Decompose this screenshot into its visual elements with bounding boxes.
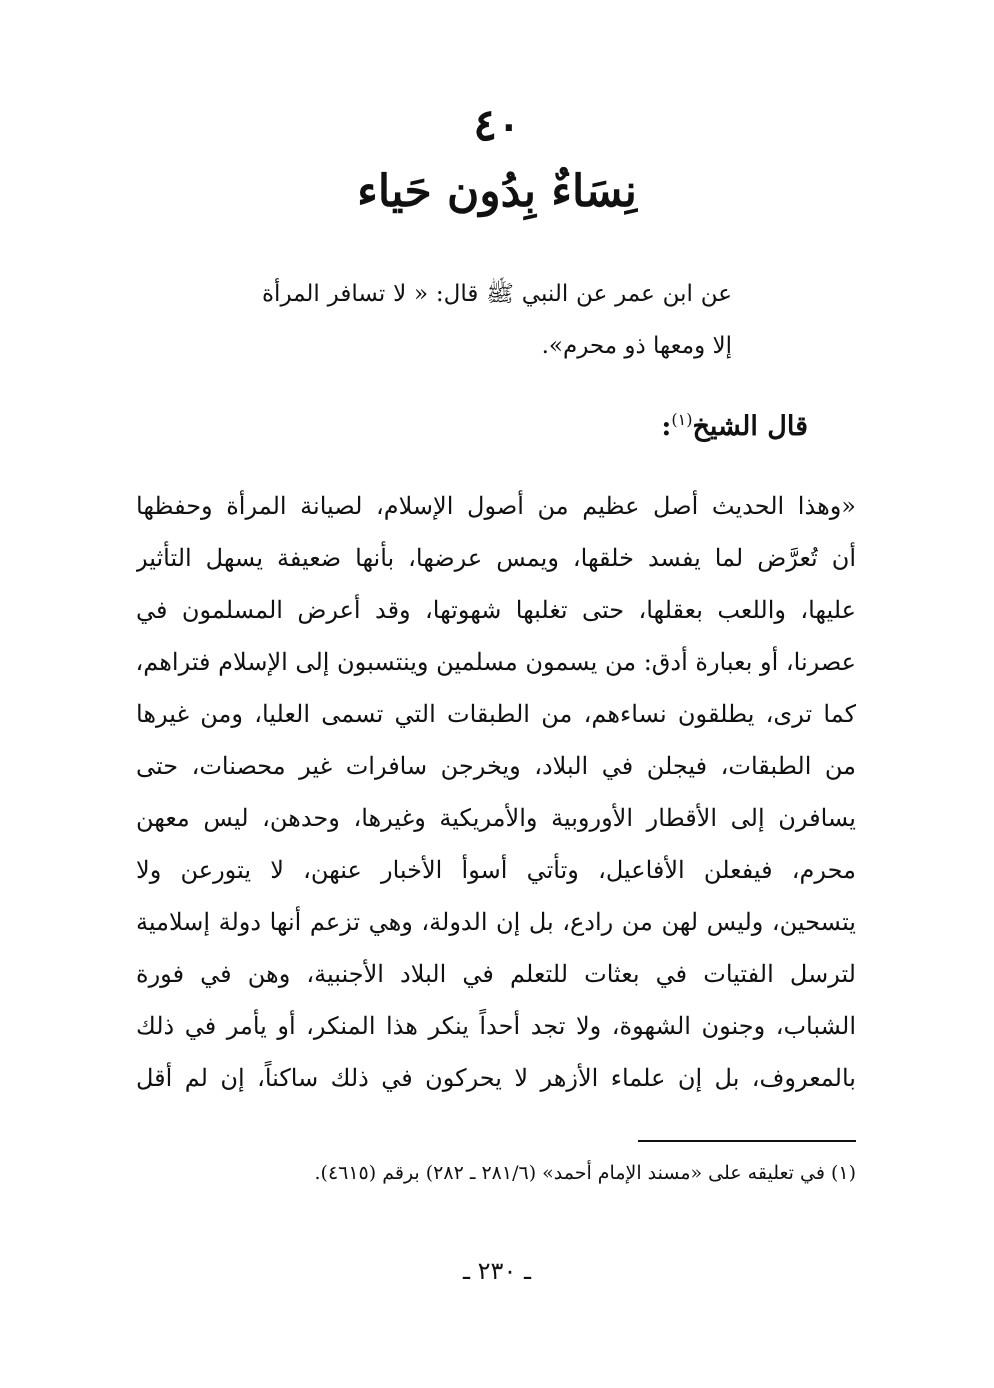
page-number: ـ ٢٣٠ ـ	[462, 1257, 531, 1285]
chapter-title: نِسَاءٌ بِدُون حَياء	[357, 166, 637, 217]
hadith-text: عن ابن عمر عن النبي ﷺ قال: « لا تسافر المرأة إلا ومعها ذو محرم».	[262, 281, 732, 359]
body-line: «وهذا الحديث أصل عظيم من أصول الإسلام، لصيانة المرأة وحفظها	[136, 492, 856, 520]
body-line: لترسل الفتيات في بعثات للتعلم في البلاد الأجنبية، وهن في فورة	[136, 960, 856, 988]
section-heading	[661, 398, 808, 449]
footnote-reference: (١)	[671, 410, 693, 429]
body-line: يتسحين، وليس لهن من رادع، بل إن الدولة، وهي تزعم أنها دولة إسلامية	[136, 908, 856, 936]
body-line: يسافرن إلى الأقطار الأوروبية والأمريكية وغيرها، وحدهن، ليس معهن	[136, 804, 856, 832]
chapter-number: ٤٠	[473, 100, 521, 151]
body-text	[136, 480, 856, 1104]
body-line: أن تُعرَّض لما يفسد خلقها، ويمس عرضها، بأنها ضعيفة يسهل التأثير	[136, 544, 856, 572]
body-line: الشباب، وجنون الشهوة، ولا تجد أحداً ينكر هذا المنكر، أو يأمر في ذلك	[136, 1012, 856, 1040]
footnote-text: (١) في تعليقه على «مسند الإمام أحمد» (٢٨١/٦ ـ ٢٨٢) برقم (٤٦١٥).	[314, 1162, 856, 1184]
section-heading-label: قال الشيخ	[692, 411, 808, 442]
body-line: بالمعروف، بل إن علماء الأزهر لا يحركون في ذلك ساكناً، إن لم أقل	[136, 1064, 856, 1092]
body-line: كما ترى، يطلقون نساءهم، من الطبقات التي تسمى العليا، ومن غيرها	[136, 700, 856, 728]
section-heading-separator: :	[661, 411, 672, 442]
body-line: محرم، فيفعلن الأفاعيل، وتأتي أسوأ الأخبار عنهن، لا يتورعن ولا	[136, 856, 856, 884]
footnote-divider	[638, 1140, 856, 1142]
body-line: عصرنا، أو بعبارة أدق: من يسمون مسلمين وينتسبون إلى الإسلام فتراهم،	[136, 648, 856, 676]
body-line: عليها، واللعب بعقلها، حتى تغلبها شهوتها، وقد أعرض المسلمون في	[136, 596, 856, 624]
body-line: من الطبقات، فيجلن في البلاد، ويخرجن سافرات غير محصنات، حتى	[136, 752, 856, 780]
